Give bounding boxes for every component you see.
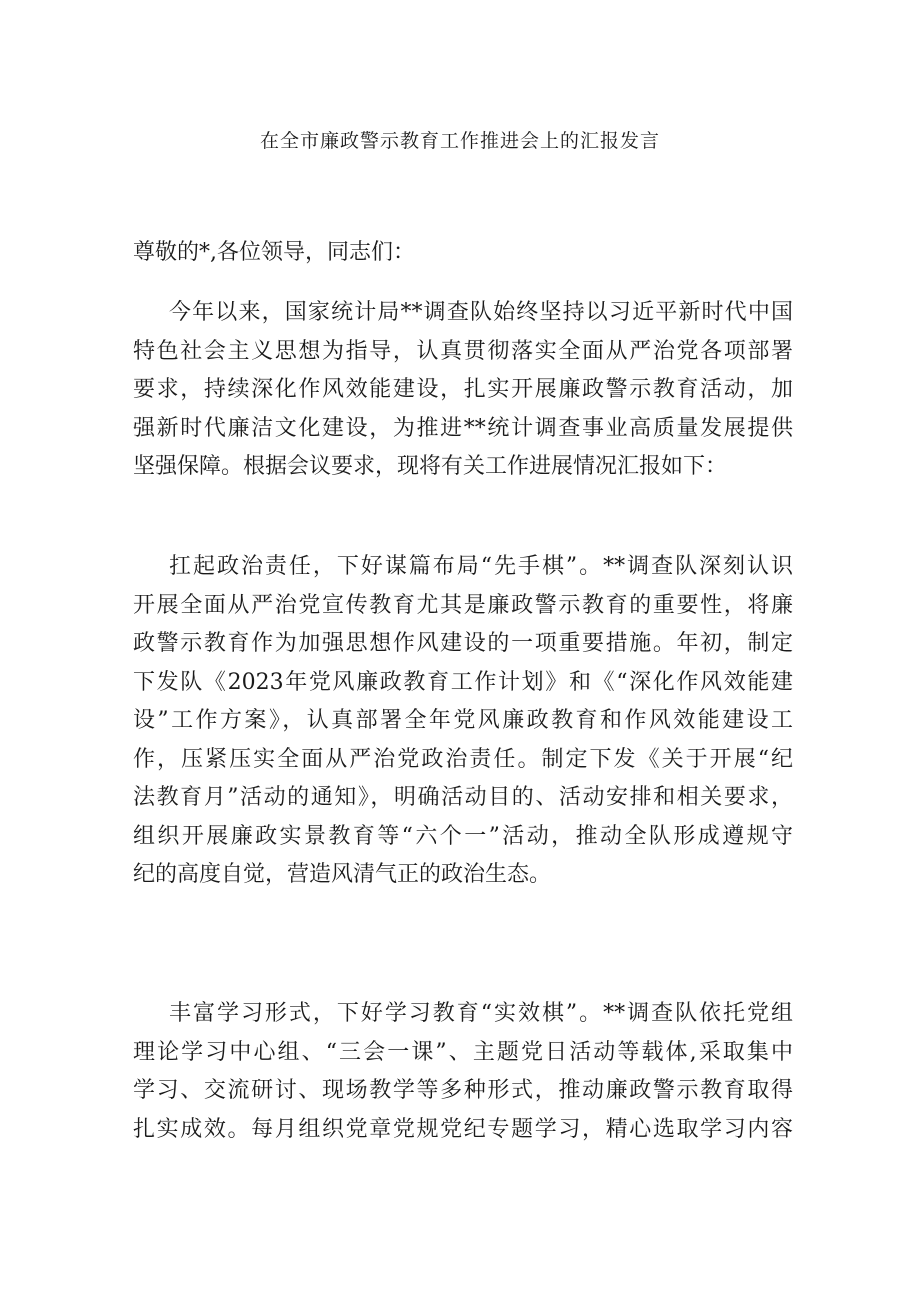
paragraph-learning-forms [133,995,793,1149]
paragraph-political-responsibility [133,548,793,895]
text-line: 丰富学习形式，下好学习教育“实效棋”。**调查队依托党组 [169,1001,793,1026]
salutation: 尊敬的*,各位领导，同志们： [133,240,415,265]
text-line: 扎实成效。每月组织党章党规党纪专题学习，精心选取学习内容 [133,1116,793,1142]
text-line: 政警示教育作为加强思想作风建设的一项重要措施。年初，制定 [133,631,793,656]
document-title: 在全市廉政警示教育工作推进会上的汇报发言 [259,130,660,152]
text-line: 开展全面从严治党宣传教育尤其是廉政警示教育的重要性，将廉 [133,592,793,618]
text-line: 扛起政治责任，下好谋篇布局“先手棋”。**调查队深刻认识 [169,554,793,579]
text-line: 设”工作方案》，认真部署全年党风廉政教育和作风效能建设工 [133,708,793,733]
text-line: 学习、交流研讨、现场教学等多种形式，推动廉政警示教育取得 [133,1078,793,1103]
text-line: 坚强保障。根据会议要求，现将有关工作进展情况汇报如下： [133,454,728,479]
text-line: 要求，持续深化作风效能建设，扎实开展廉政警示教育活动，加 [133,377,793,402]
text-line: 特色社会主义思想为指导，认真贯彻落实全面从严治党各项部署 [133,338,793,364]
text-line: 强新时代廉洁文化建设，为推进**统计调查事业高质量发展提供 [133,415,793,441]
text-line: 作，压紧压实全面从严治党政治责任。制定下发《关于开展“纪 [133,746,793,772]
text-line: 法教育月”活动的通知》，明确活动目的、活动安排和相关要求， [133,785,793,810]
text-line: 理论学习中心组、“三会一课”、主题党日活动等载体,采取集中 [133,1039,793,1065]
text-line: 下发队《2023年党风廉政教育工作计划》和《“深化作风效能建 [133,669,793,695]
paragraph-intro [133,294,793,487]
text-line: 组织开展廉政实景教育等“六个一”活动，推动全队形成遵规守 [133,823,793,849]
text-line: 今年以来，国家统计局**调查队始终坚持以习近平新时代中国 [169,300,793,325]
text-line: 纪的高度自觉，营造风清气正的政治生态。 [133,862,552,887]
